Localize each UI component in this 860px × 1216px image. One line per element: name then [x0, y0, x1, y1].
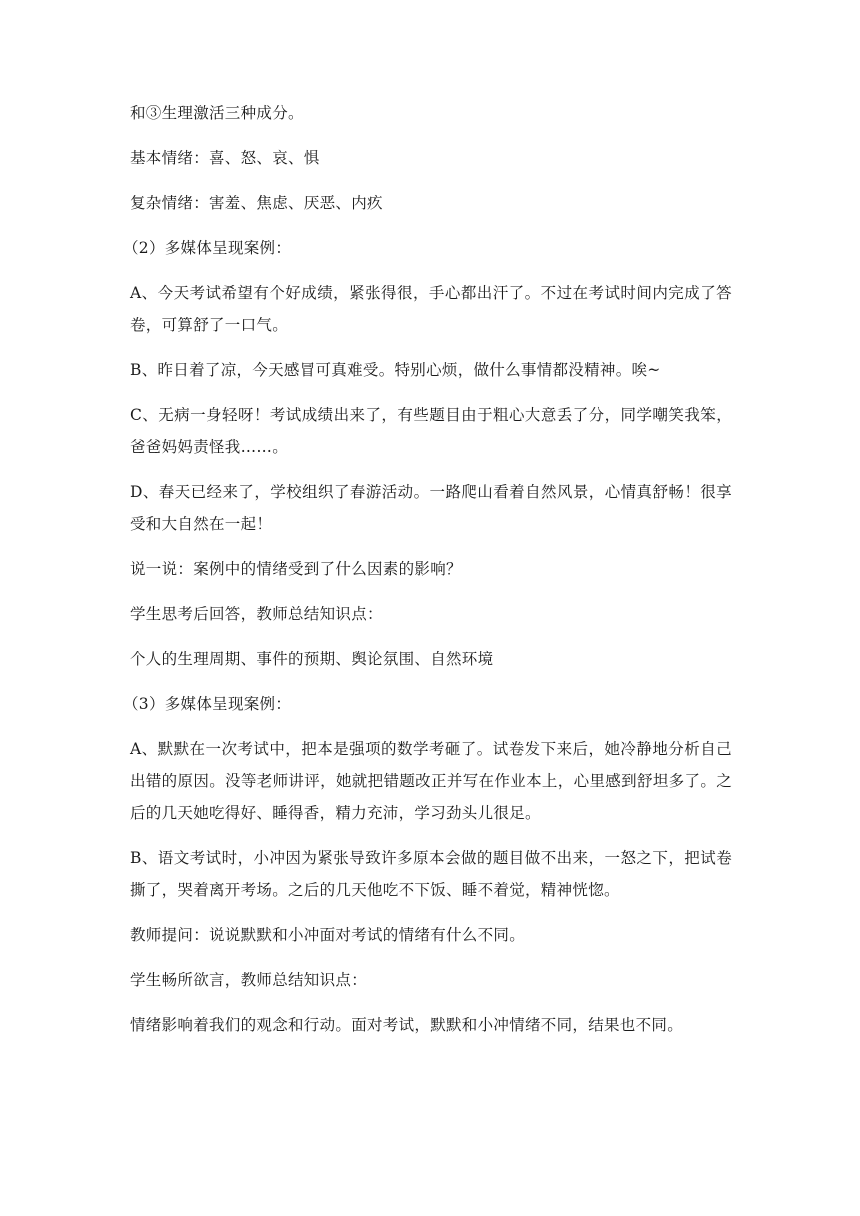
teacher-question: 教师提问：说说默默和小冲面对考试的情绪有什么不同。: [130, 926, 526, 944]
knowledge-point-conclusion: 情绪影响着我们的观念和行动。面对考试，默默和小冲情绪不同，结果也不同。: [130, 1016, 684, 1034]
teacher-summary-intro: 学生思考后回答，教师总结知识点：: [130, 605, 383, 623]
case-c-careless: C、无病一身轻呀！考试成绩出来了，有些题目由于粗心大意丢了分，同学嘲笑我笨，爸爸妈妈责怪我……。: [130, 406, 732, 456]
paragraph-basic-emotions: 基本情绪：喜、怒、哀、惧: [130, 149, 320, 167]
student-discussion: 学生畅所欲言，教师总结知识点：: [130, 971, 368, 989]
case-d-spring: D、春天已经来了，学校组织了春游活动。一路爬山看着自然风景，心情真舒畅！很享受和大自然在一起！: [130, 483, 732, 533]
discussion-prompt: 说一说：案例中的情绪受到了什么因素的影响？: [130, 560, 462, 578]
case-a-exam: A、今天考试希望有个好成绩，紧张得很，手心都出汗了。不过在考试时间内完成了答卷，可算舒了一口气。: [130, 284, 732, 334]
case-b-cold: B、昨日着了凉，今天感冒可真难受。特别心烦，做什么事情都没精神。唉~: [130, 361, 661, 379]
section-heading-3: （3）多媒体呈现案例：: [123, 695, 292, 713]
case-b-xiaochong: B、语文考试时，小冲因为紧张导致许多原本会做的题目做不出来，一怒之下，把试卷撕了，哭着离开考场。之后的几天他吃不下饭、睡不着觉，精神恍惚。: [130, 849, 732, 899]
paragraph-complex-emotions: 复杂情绪：害羞、焦虑、厌恶、内疚: [130, 194, 383, 212]
influencing-factors: 个人的生理周期、事件的预期、舆论氛围、自然环境: [130, 650, 494, 668]
paragraph-emotion-components: 和③生理激活三种成分。: [130, 104, 304, 122]
section-heading-2: （2）多媒体呈现案例：: [123, 239, 292, 257]
document-body: [123, 97, 732, 1054]
case-a-momo: A、默默在一次考试中，把本是强项的数学考砸了。试卷发下来后，她冷静地分析自己出错的原因。没等老师讲评，她就把错题改正并写在作业本上，心里感到舒坦多了。之后的几天她吃得好、睡得香，精力充沛，学习劲头儿很足。: [130, 740, 732, 822]
